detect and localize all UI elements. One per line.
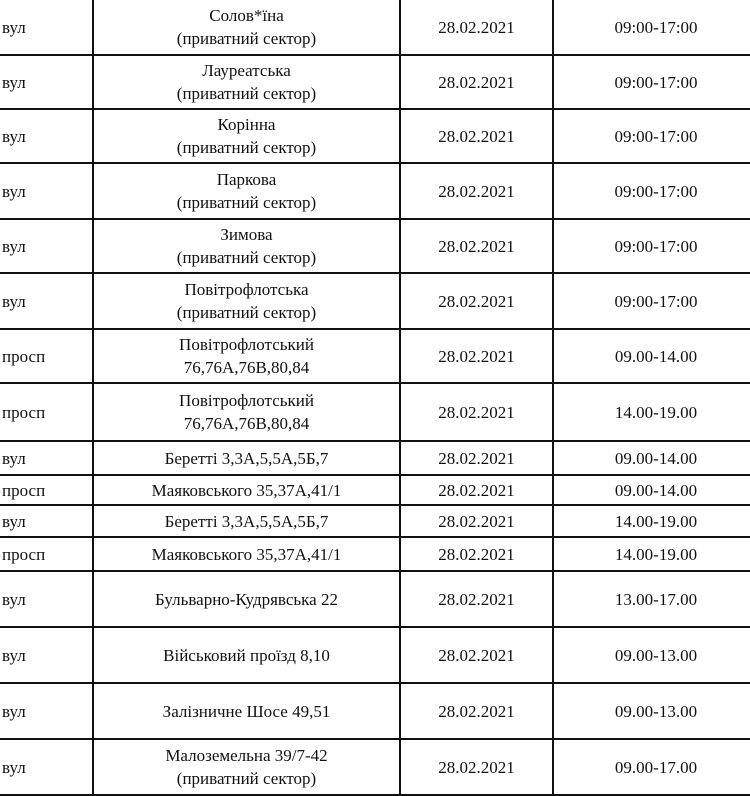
address-name: Маяковського 35,37А,41/1 xyxy=(151,544,342,564)
date-cell: 28.02.2021 xyxy=(400,0,553,55)
address-cell xyxy=(93,537,400,571)
table-row xyxy=(0,571,750,627)
time-cell: 09:00-17:00 xyxy=(553,109,750,163)
address-detail: 76,76А,76В,80,84 xyxy=(183,414,310,433)
date-cell: 28.02.2021 xyxy=(400,441,553,475)
street-type-cell: просп xyxy=(0,383,93,441)
address-name: Повітрофлотська xyxy=(184,280,309,299)
table-row xyxy=(0,441,750,475)
address-detail: (приватний сектор) xyxy=(176,769,317,788)
time-cell: 09.00-17.00 xyxy=(553,739,750,795)
address-name: Корінна xyxy=(217,115,276,134)
date-cell: 28.02.2021 xyxy=(400,739,553,795)
time-cell: 09.00-13.00 xyxy=(553,683,750,739)
street-type-cell: просп xyxy=(0,537,93,571)
address-detail: (приватний сектор) xyxy=(176,138,317,157)
table-row xyxy=(0,537,750,571)
time-cell: 09.00-14.00 xyxy=(553,329,750,383)
date-cell: 28.02.2021 xyxy=(400,55,553,109)
street-type-cell: вул xyxy=(0,571,93,627)
date-cell: 28.02.2021 xyxy=(400,329,553,383)
date-cell: 28.02.2021 xyxy=(400,475,553,505)
address-name: Повітрофлотський xyxy=(179,335,314,354)
address-name: Маяковського 35,37А,41/1 xyxy=(151,480,342,500)
table-row xyxy=(0,383,750,441)
date-cell: 28.02.2021 xyxy=(400,505,553,537)
address-name: Бульварно-Кудрявська 22 xyxy=(155,589,338,609)
table-row xyxy=(0,627,750,683)
time-cell: 09.00-13.00 xyxy=(553,627,750,683)
street-type-cell: просп xyxy=(0,475,93,505)
address-name: Малоземельна 39/7-42 xyxy=(165,746,328,765)
address-name: Зимова xyxy=(220,225,273,244)
address-name: Повітрофлотський xyxy=(179,391,314,410)
time-cell: 14.00-19.00 xyxy=(553,505,750,537)
address-cell xyxy=(93,571,400,627)
time-cell: 14.00-19.00 xyxy=(553,537,750,571)
address-cell xyxy=(93,683,400,739)
date-cell: 28.02.2021 xyxy=(400,683,553,739)
address-cell xyxy=(93,383,400,441)
date-cell: 28.02.2021 xyxy=(400,109,553,163)
address-detail: (приватний сектор) xyxy=(176,84,317,103)
date-cell: 28.02.2021 xyxy=(400,383,553,441)
time-cell: 09:00-17:00 xyxy=(553,163,750,219)
address-name: Беретті 3,3А,5,5А,5Б,7 xyxy=(164,448,329,468)
time-cell: 09.00-14.00 xyxy=(553,475,750,505)
address-cell xyxy=(93,329,400,383)
table-row xyxy=(0,739,750,795)
date-cell: 28.02.2021 xyxy=(400,627,553,683)
street-type-cell: вул xyxy=(0,0,93,55)
time-cell: 09:00-17:00 xyxy=(553,273,750,329)
table-row xyxy=(0,219,750,273)
time-cell: 09:00-17:00 xyxy=(553,219,750,273)
street-type-cell: вул xyxy=(0,627,93,683)
time-cell: 09:00-17:00 xyxy=(553,0,750,55)
address-name: Беретті 3,3А,5,5А,5Б,7 xyxy=(164,511,329,531)
address-cell xyxy=(93,475,400,505)
address-detail: (приватний сектор) xyxy=(176,303,317,322)
address-name: Військовий проїзд 8,10 xyxy=(163,645,330,665)
date-cell: 28.02.2021 xyxy=(400,273,553,329)
address-cell xyxy=(93,273,400,329)
street-type-cell: просп xyxy=(0,329,93,383)
date-cell: 28.02.2021 xyxy=(400,219,553,273)
address-name: Залізничне Шосе 49,51 xyxy=(162,701,331,721)
address-name: Паркова xyxy=(216,170,277,189)
address-cell xyxy=(93,0,400,55)
street-type-cell: вул xyxy=(0,273,93,329)
table-row xyxy=(0,475,750,505)
address-detail: (приватний сектор) xyxy=(176,29,317,48)
street-type-cell: вул xyxy=(0,739,93,795)
address-detail: (приватний сектор) xyxy=(176,248,317,267)
address-detail: 76,76А,76В,80,84 xyxy=(183,358,310,377)
table-row xyxy=(0,163,750,219)
street-type-cell: вул xyxy=(0,505,93,537)
time-cell: 09.00-14.00 xyxy=(553,441,750,475)
time-cell: 14.00-19.00 xyxy=(553,383,750,441)
table-row xyxy=(0,505,750,537)
date-cell: 28.02.2021 xyxy=(400,163,553,219)
table-row xyxy=(0,273,750,329)
table-row xyxy=(0,683,750,739)
street-type-cell: вул xyxy=(0,109,93,163)
address-cell xyxy=(93,163,400,219)
address-name: Лауреатська xyxy=(202,61,291,80)
address-detail: (приватний сектор) xyxy=(176,193,317,212)
table-row xyxy=(0,55,750,109)
address-cell xyxy=(93,55,400,109)
address-cell xyxy=(93,109,400,163)
street-type-cell: вул xyxy=(0,163,93,219)
street-type-cell: вул xyxy=(0,219,93,273)
street-type-cell: вул xyxy=(0,55,93,109)
address-cell xyxy=(93,441,400,475)
time-cell: 09:00-17:00 xyxy=(553,55,750,109)
address-cell xyxy=(93,739,400,795)
address-name: Солов*їна xyxy=(209,6,284,25)
date-cell: 28.02.2021 xyxy=(400,571,553,627)
address-cell xyxy=(93,627,400,683)
table-row xyxy=(0,329,750,383)
street-type-cell: вул xyxy=(0,683,93,739)
table-row xyxy=(0,109,750,163)
street-type-cell: вул xyxy=(0,441,93,475)
date-cell: 28.02.2021 xyxy=(400,537,553,571)
time-cell: 13.00-17.00 xyxy=(553,571,750,627)
address-cell xyxy=(93,219,400,273)
table-row xyxy=(0,0,750,55)
address-cell xyxy=(93,505,400,537)
